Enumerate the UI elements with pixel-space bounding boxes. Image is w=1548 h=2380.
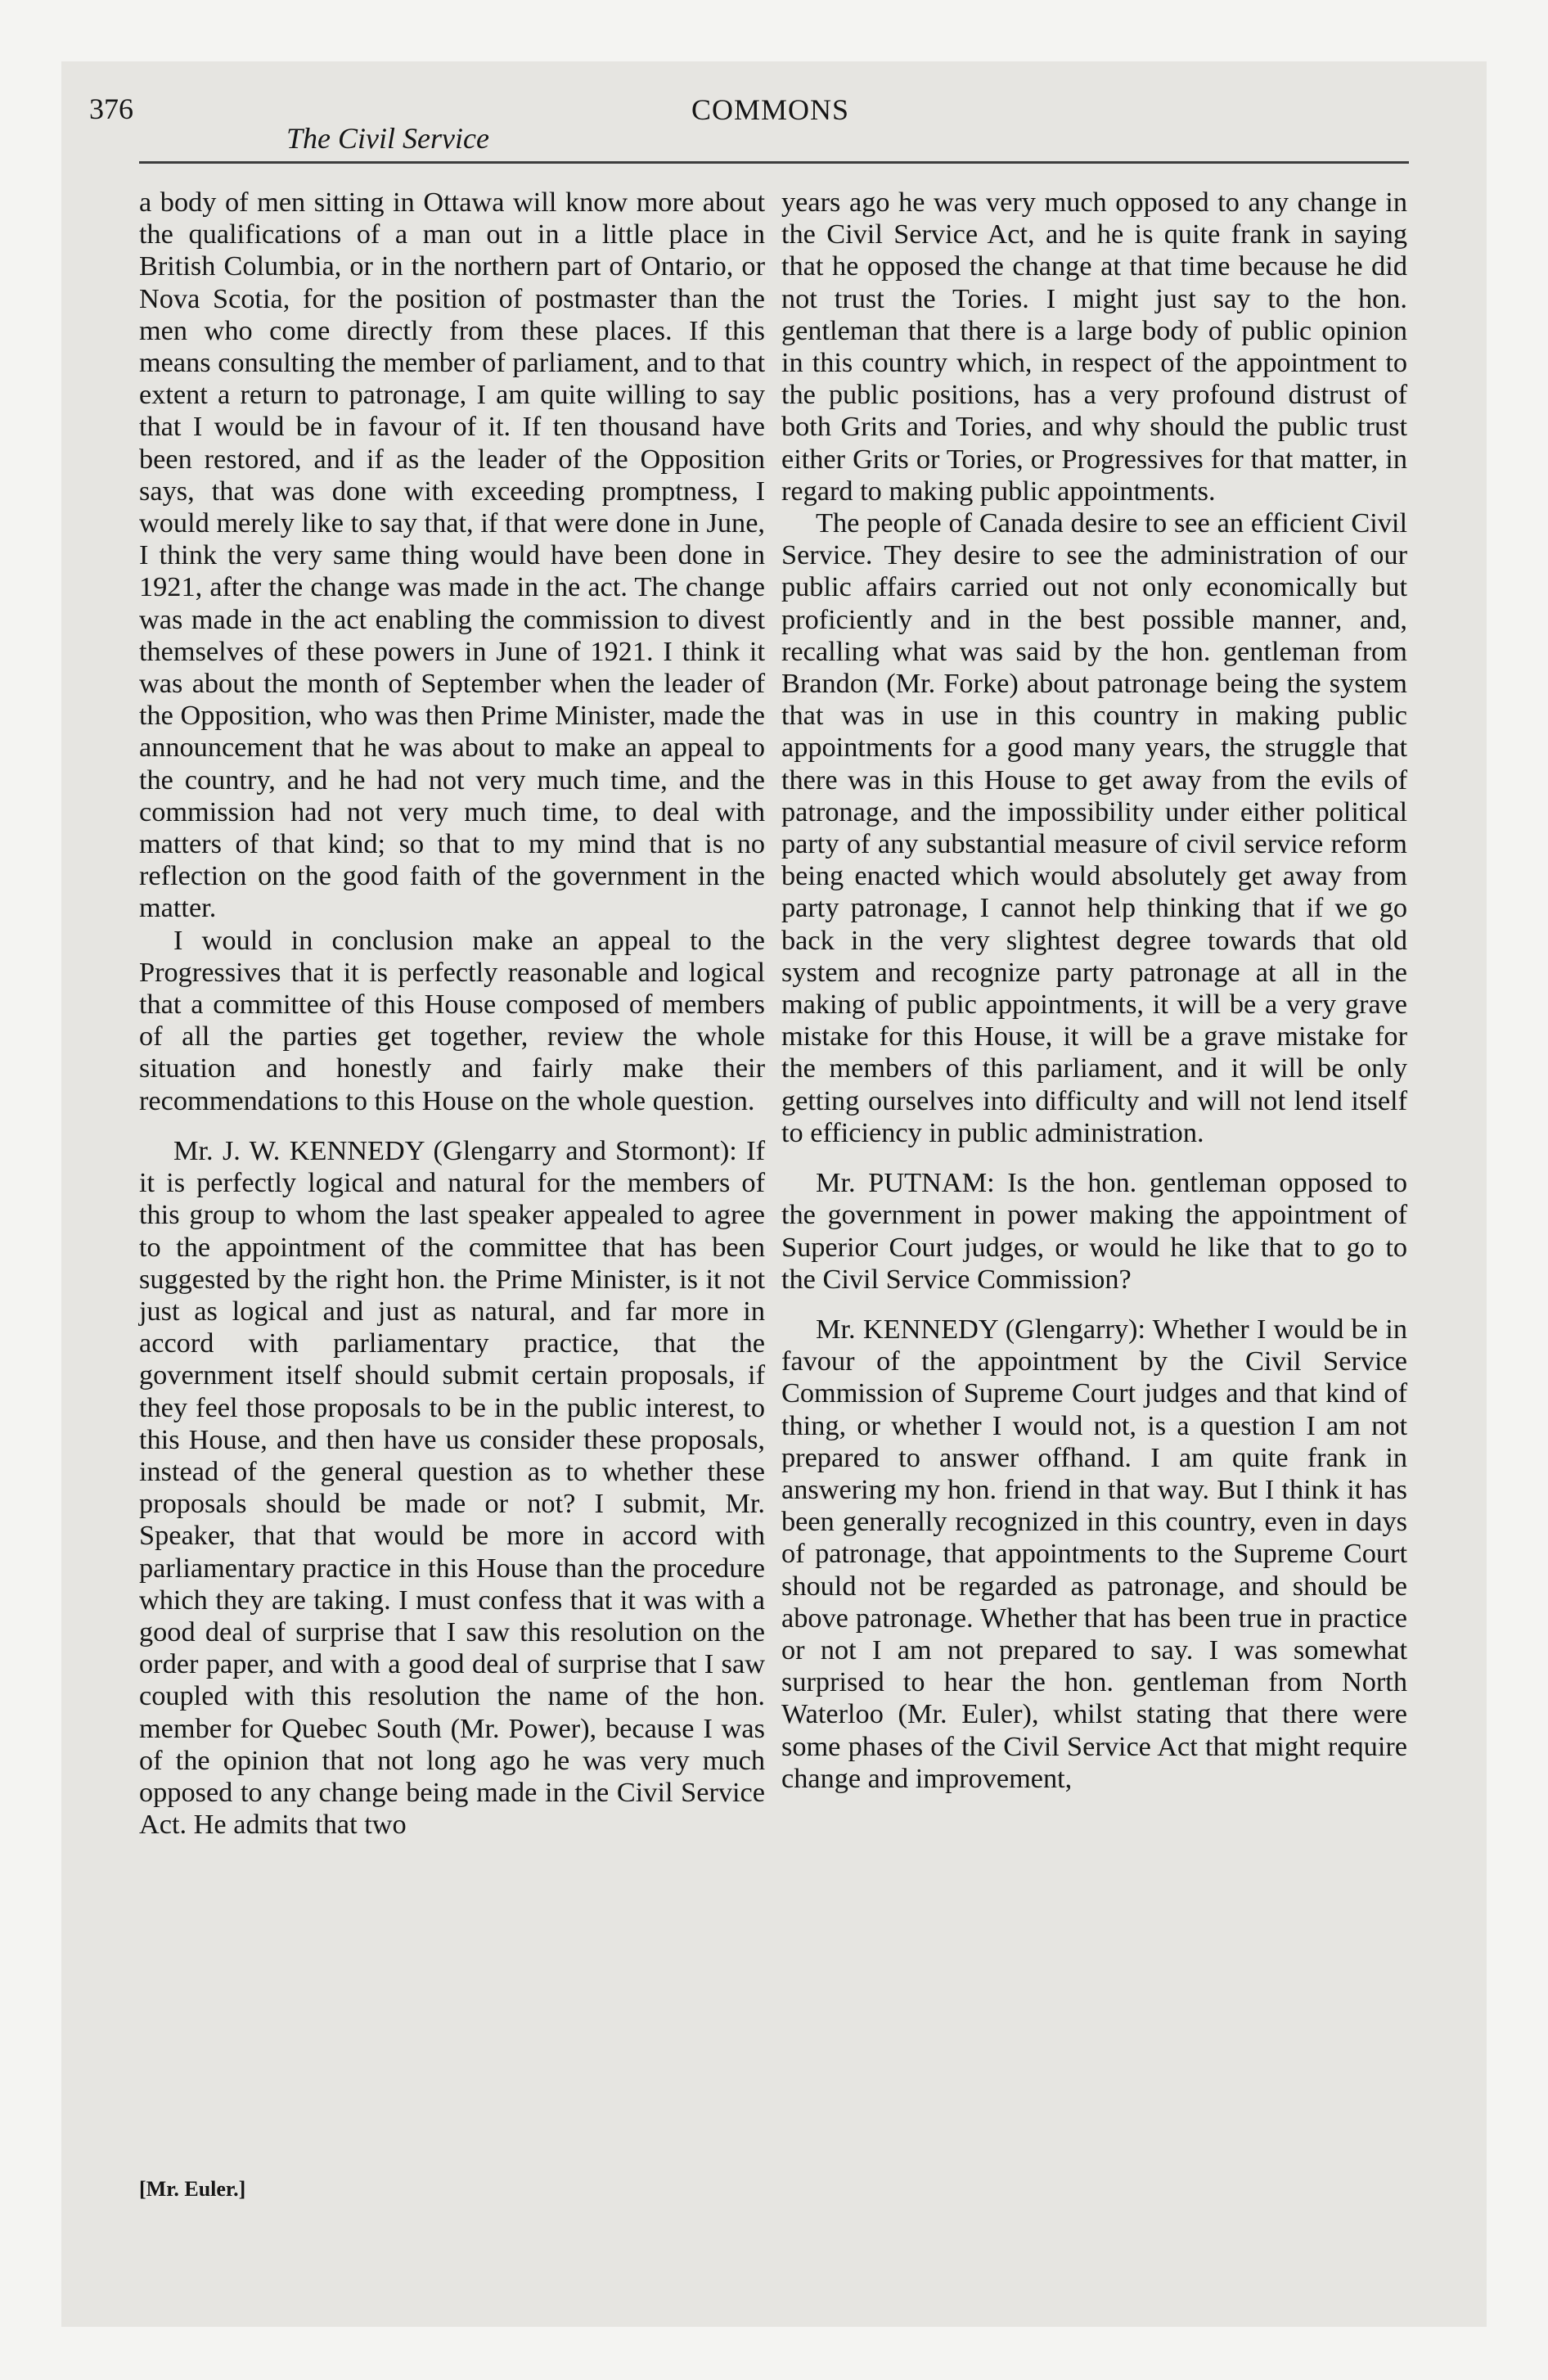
left-column <box>139 187 765 1841</box>
footer-note: [Mr. Euler.] <box>139 2177 246 2201</box>
left-paragraph-2: I would in conclusion make an appeal to the Progressives that it is perfectly reasonable and logical that a committee of this House composed of members of all the parties get together, review the whole situation and honestly and fairly make their recommendations to this House on the whole question. <box>139 924 765 1116</box>
left-paragraph-1: a body of men sitting in Ottawa will know more about the qualifications of a man out in a little place in British Columbia, or in the northern part of Ontario, or Nova Scotia, for the position of postmaster than the men who come directly from these places. If this means consulting the member of parliament, and to that extent a return to patronage, I am quite willing to say that I would be in favour of it. If ten thousand have been restored, and if as the leader of the Opposition says, that was done with exceeding promptness, I would merely like to say that, if that were done in June, I think the very same thing would have been done in 1921, after the change was made in the act. The change was made in the act enabling the commission to divest themselves of these powers in June of 1921. I think it was about the month of September when the leader of the Opposition, who was then Prime Minister, made the announcement that he was about to make an appeal to the country, and he had not very much time, and the commission had not very much time, to deal with matters of that kind; so that to my mind that is no reflection on the good faith of the government in the matter. <box>139 187 765 924</box>
left-paragraph-3: Mr. J. W. KENNEDY (Glengarry and Stormont): If it is perfectly logical and natural for the members of this group to whom the last speaker appealed to agree to the appointment of the committee that has been suggested by the right hon. the Prime Minister, is it not just as logical and just as natural, and far more in accord with parliamentary practice, that the government itself should submit certain proposals, if they feel those proposals to be in the public interest, to this House, and then have us consider these proposals, instead of the general question as to whether these proposals should be made or not? I submit, Mr. Speaker, that that would be more in accord with parliamentary practice in this House than the procedure which they are taking. I must confess that it was with a good deal of surprise that I saw this resolution on the order paper, and with a good deal of surprise that I saw coupled with this resolution the name of the hon. member for Quebec South (Mr. Power), because I was of the opinion that not long ago he was very much opposed to any change being made in the Civil Service Act. He admits that two <box>139 1134 765 1841</box>
page-header <box>0 0 1548 172</box>
right-paragraph-2: The people of Canada desire to see an efficient Civil Service. They desire to see the administration of our public affairs carried out not only economically but proficiently and in the best possible manner, and, recalling what was said by the hon. gentleman from Brandon (Mr. Forke) about patronage being the system that was in use in this country in making public appointments for a good many years, the struggle that there was in this House to get away from the evils of patronage, and the impossibility under either political party of any substantial measure of civil service reform being enacted which would absolutely get away from party patronage, I cannot help thinking that if we go back in the very slightest degree towards that old system and recognize party patronage at all in the making of public appointments, it will be a very grave mistake for this House, it will be a grave mistake for the members of this parliament, and it will be only getting ourselves into difficulty and will not lend itself to efficiency in public administration. <box>781 507 1407 1148</box>
page-number: 376 <box>89 92 133 125</box>
header-rule <box>139 161 1409 164</box>
right-paragraph-1: years ago he was very much opposed to any change in the Civil Service Act, and he is quite frank in saying that he opposed the change at that time because he did not trust the Tories. I might just say to the hon. gentleman that there is a large body of public opinion in this country which, in respect of the appointment to the public positions, has a very profound distrust of both Grits and Tories, and why should the public trust either Grits or Tories, or Progressives for that matter, in regard to making public appointments. <box>781 187 1407 507</box>
right-paragraph-4: Mr. KENNEDY (Glengarry): Whether I would be in favour of the appointment by the Civil Service Commission of Supreme Court judges and that kind of thing, or whether I would not, is a question I am not prepared to answer offhand. I am quite frank in answering my hon. friend in that way. But I think it has been generally recognized in this country, even in days of patronage, that appointments to the Supreme Court should not be regarded as patronage, and should be above patronage. Whether that has been true in practice or not I am not prepared to say. I was somewhat surprised to hear the hon. gentleman from North Waterloo (Mr. Euler), whilst stating that there were some phases of the Civil Service Act that might require change and improvement, <box>781 1313 1407 1794</box>
section-title: COMMONS <box>691 93 850 126</box>
running-head: The Civil Service <box>286 122 489 155</box>
right-column <box>781 187 1407 1795</box>
right-paragraph-3: Mr. PUTNAM: Is the hon. gentleman opposed to the government in power making the appointment of Superior Court judges, or would he like that to go to the Civil Service Commission? <box>781 1167 1407 1295</box>
